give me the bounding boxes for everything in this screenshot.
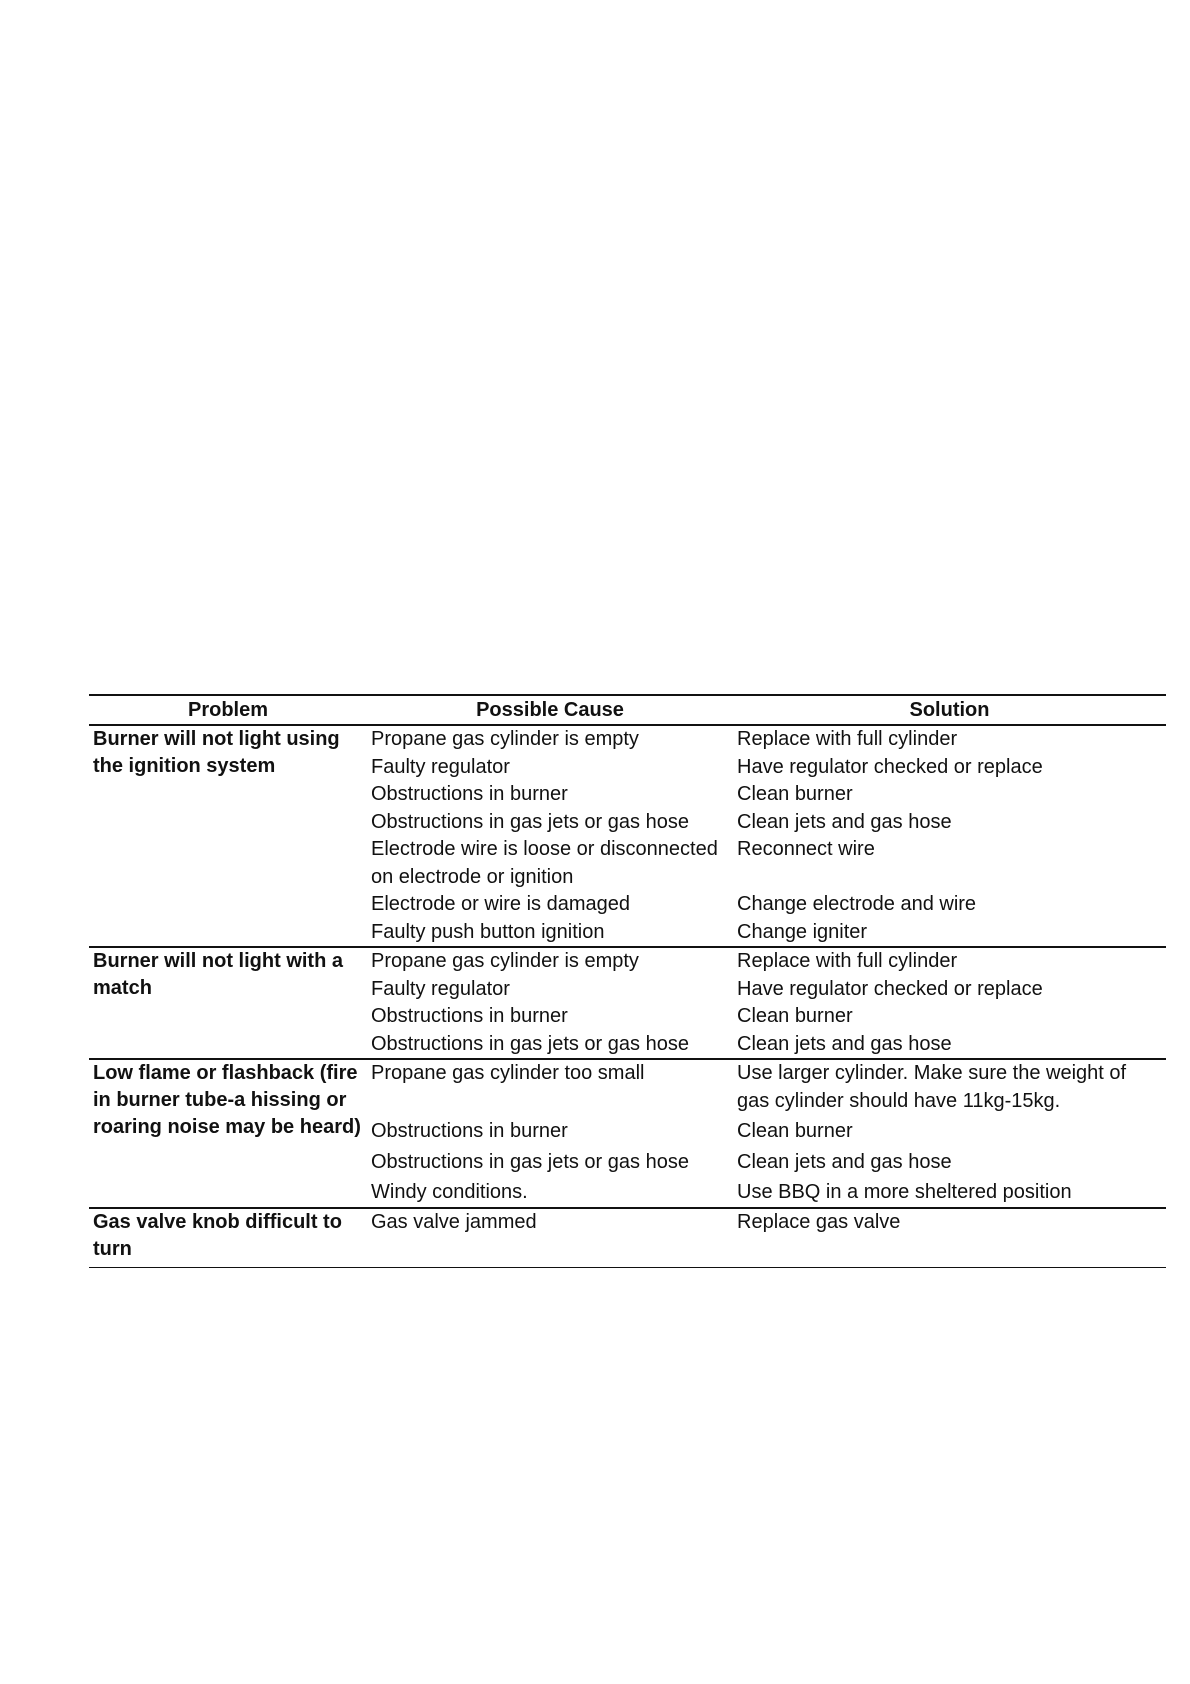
table-row (89, 1208, 1166, 1268)
cause-cell: Faulty regulator (371, 977, 510, 1000)
problem-cell: Low flame or flashback (fire in burner tube-a hissing or roaring noise may be heard) (93, 1062, 361, 1138)
problem-group-match (89, 947, 1166, 1059)
troubleshooting-table (89, 694, 1166, 1268)
cause-cell: Obstructions in burner (371, 1120, 568, 1142)
cause-cell: Windy conditions. (371, 1181, 528, 1203)
problem-cell: Gas valve knob difficult to turn (93, 1210, 342, 1260)
solution-cell: Clean burner (737, 1005, 853, 1027)
header-possible-cause: Possible Cause (367, 695, 733, 725)
solution-cell: Replace gas valve (737, 1210, 901, 1233)
cause-cell: Obstructions in burner (371, 783, 568, 805)
solution-cell: Clean burner (737, 783, 853, 805)
table-row (89, 947, 1166, 976)
solution-cell: Change electrode and wire (737, 893, 977, 915)
solution-cell: Clean jets and gas hose (737, 1150, 952, 1173)
cause-cell: Propane gas cylinder is empty (371, 950, 639, 972)
cause-cell: Obstructions in gas jets or gas hose (371, 1032, 689, 1055)
table-row (89, 725, 1166, 754)
solution-cell: Use BBQ in a more sheltered position (737, 1181, 1072, 1203)
solution-cell: Replace with full cylinder (737, 950, 958, 972)
problem-cell: Burner will not light with a match (93, 950, 343, 999)
solution-cell: Clean jets and gas hose (737, 810, 952, 833)
cause-cell: Faulty regulator (371, 755, 510, 778)
solution-cell: Use larger cylinder. Make sure the weight of gas cylinder should have 11kg-15kg. (737, 1062, 1127, 1112)
header-problem: Problem (89, 695, 367, 725)
cause-cell: Electrode wire is loose or disconnected on electrode or ignition (371, 838, 718, 888)
cause-cell: Faulty push button ignition (371, 920, 605, 943)
cause-cell: Obstructions in burner (371, 1005, 568, 1027)
solution-cell: Have regulator checked or replace (737, 755, 1043, 778)
cause-cell: Obstructions in gas jets or gas hose (371, 810, 689, 833)
solution-cell: Reconnect wire (737, 838, 875, 860)
solution-cell: Have regulator checked or replace (737, 977, 1043, 1000)
problem-group-low-flame (89, 1059, 1166, 1208)
table-row (89, 1059, 1166, 1118)
problem-group-gas-valve (89, 1208, 1166, 1268)
cause-cell: Propane gas cylinder too small (371, 1062, 645, 1084)
solution-cell: Replace with full cylinder (737, 728, 958, 750)
cause-cell: Obstructions in gas jets or gas hose (371, 1150, 689, 1173)
solution-cell: Clean jets and gas hose (737, 1032, 952, 1055)
solution-cell: Clean burner (737, 1120, 853, 1142)
cause-cell: Electrode or wire is damaged (371, 893, 631, 915)
problem-cell: Burner will not light using the ignition system (93, 728, 340, 777)
header-solution: Solution (733, 695, 1166, 725)
problem-group-ignition (89, 725, 1166, 947)
cause-cell: Propane gas cylinder is empty (371, 728, 639, 750)
table-header-row (89, 695, 1166, 725)
solution-cell: Change igniter (737, 920, 868, 943)
cause-cell: Gas valve jammed (371, 1210, 537, 1233)
